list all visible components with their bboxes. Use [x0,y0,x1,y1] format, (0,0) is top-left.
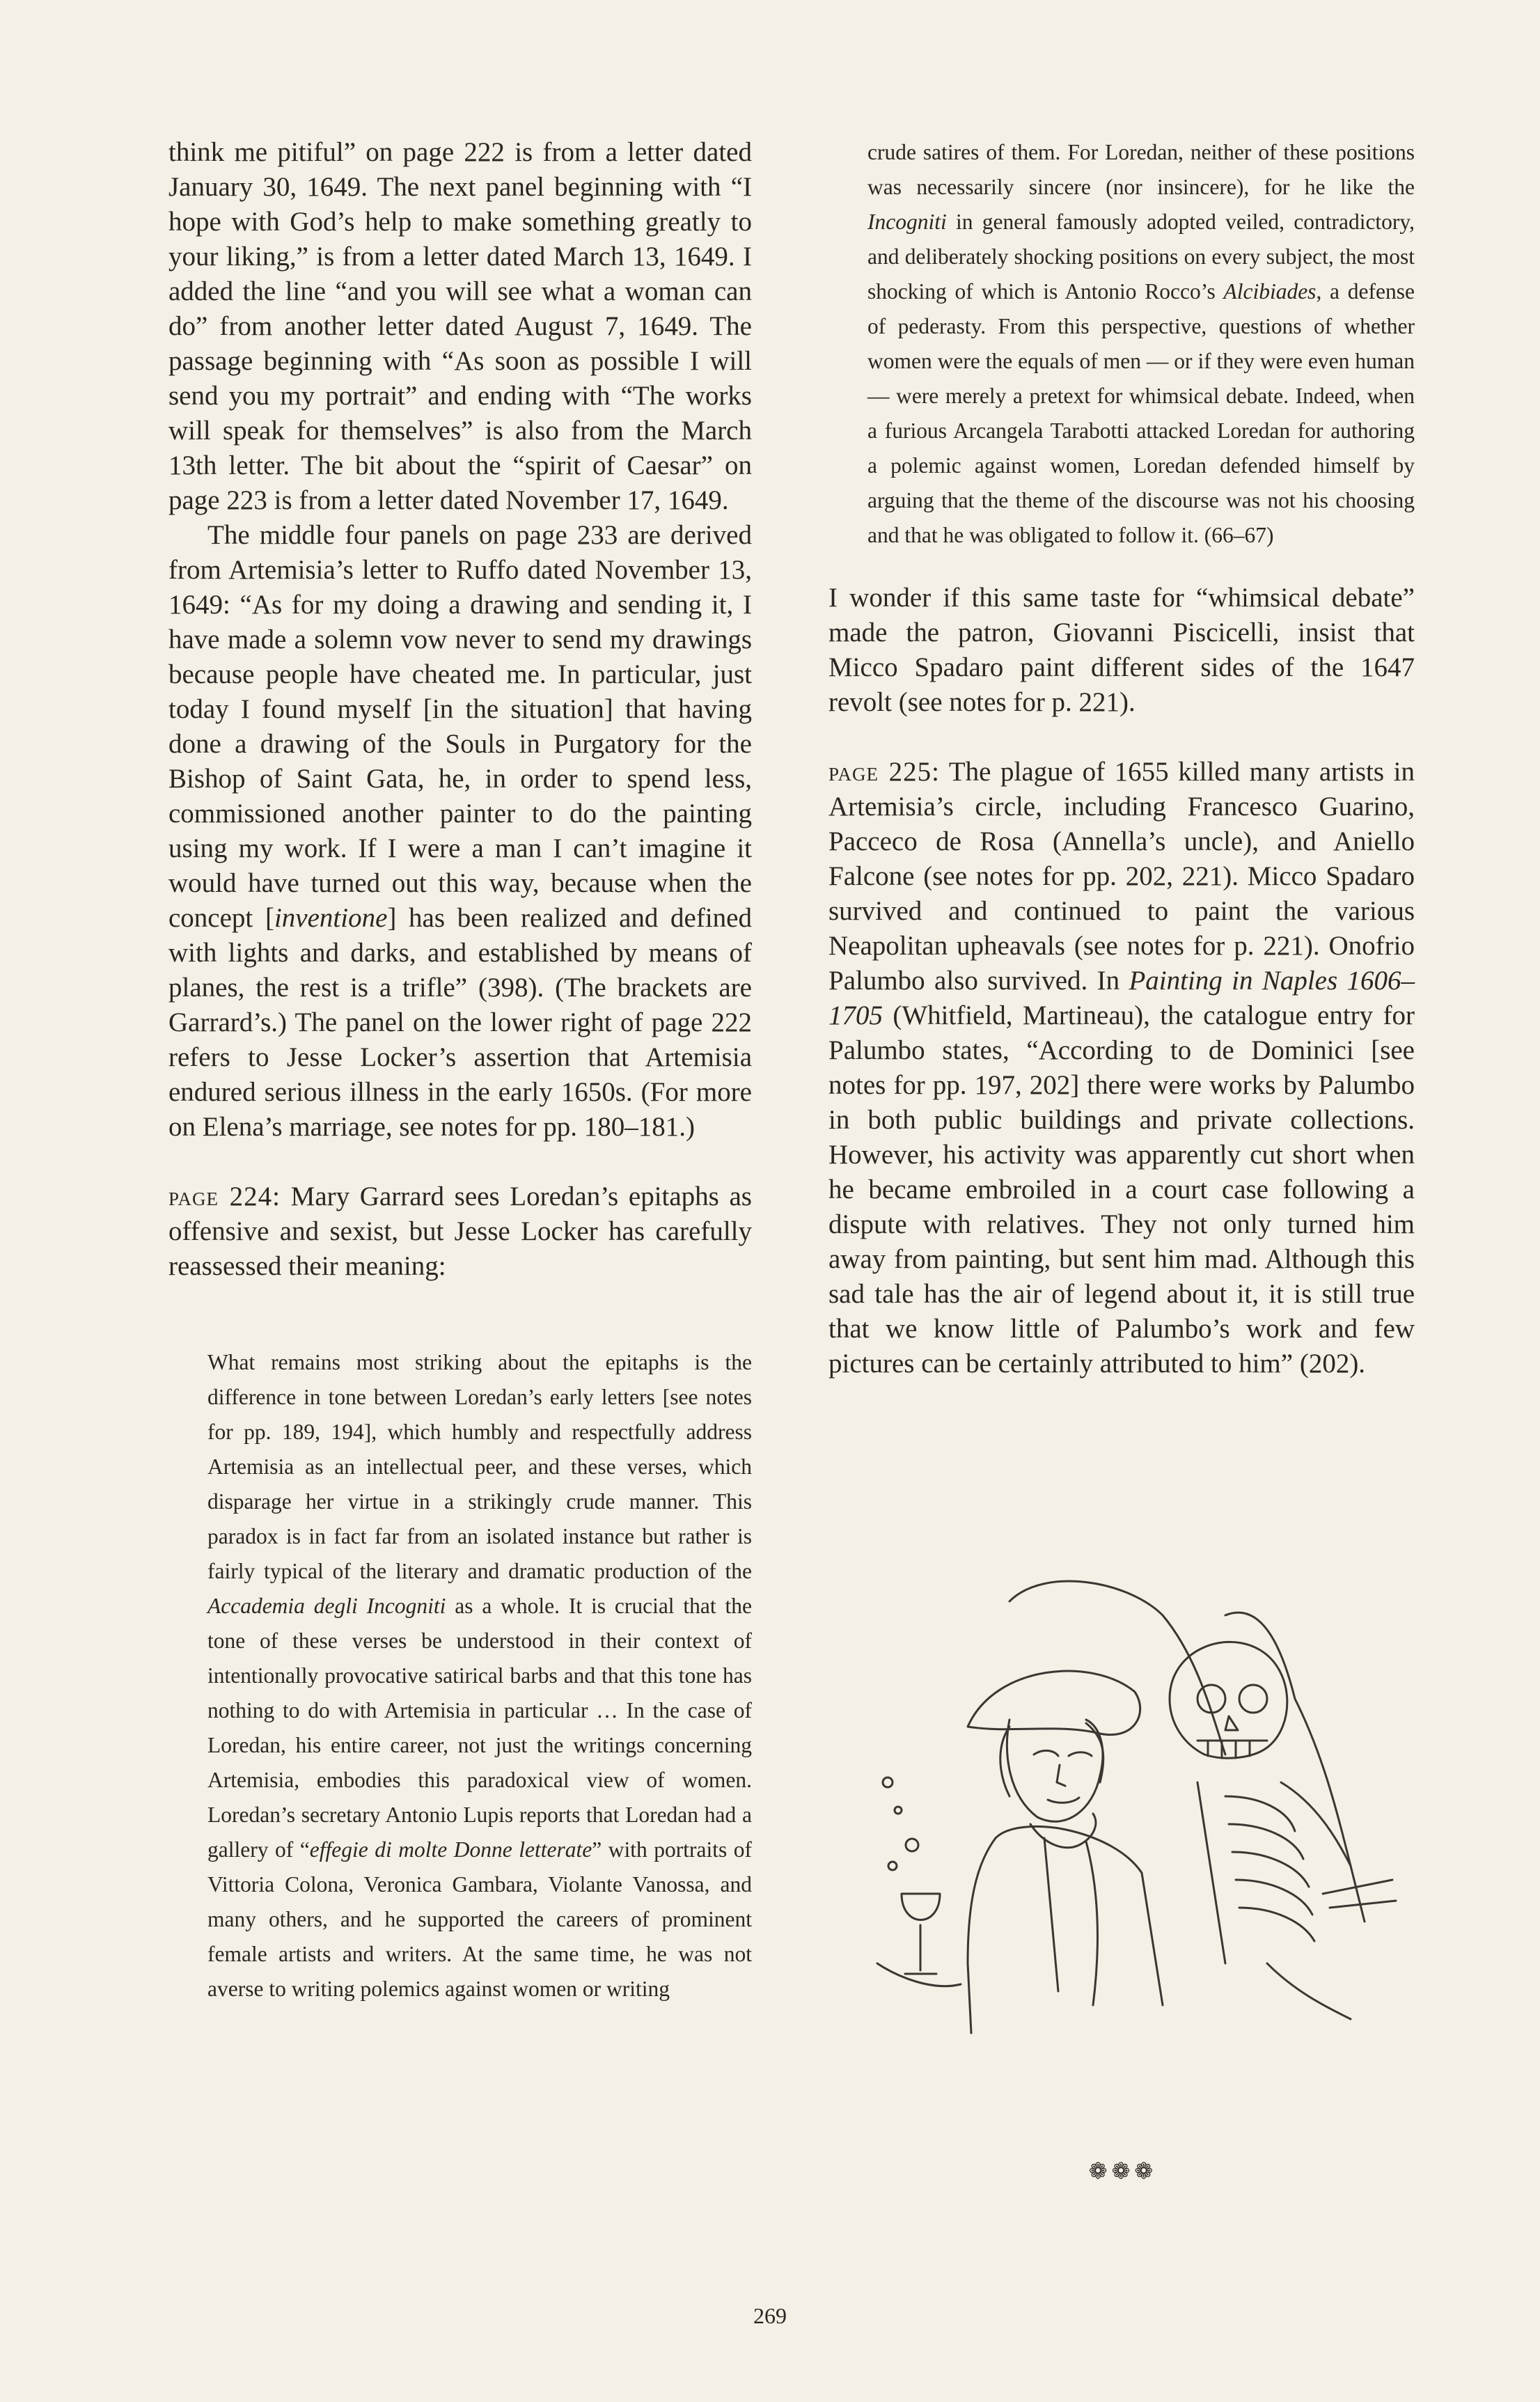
italic-term: Incogniti [867,210,947,234]
paragraph [828,755,1415,1381]
page-number: 269 [753,2303,787,2328]
block-quote [207,1345,752,2007]
italic-term: Accademia degli Incogniti [207,1594,446,1618]
text-run: in general famously adopted veiled, contradictory, and deliberately shocking positions on every subject, the most shocking of which is Antonio Rocco’s [867,210,1415,304]
left-column [168,135,752,2007]
flower-ornament-icon: ❁ [1088,2158,1108,2184]
flower-ornament-icon: ❁ [1134,2158,1154,2184]
text-run: ” with portraits of Vittoria Colona, Veronica Gambara, Violante Vanossa, and many others, and he supported the careers of prominent female artists and writers. At the same time, he was not averse to writing polemics against women or writing [207,1837,752,2001]
right-column [828,135,1415,1381]
italic-term: Painting in Naples 1606–1705 [828,966,1415,1030]
paragraph [168,518,752,1145]
paragraph: think me pitiful” on page 222 is from a letter dated January 30, 1649. The next panel beginning with “I hope with God’s help to make something greatly to your liking,” is from a letter dated March 13, 1649. I added the line “and you will see what a woman can do” from another letter dated August 7, 1649. The passage beginning with “As soon as possible I will send you my portrait” and ending with “The works will speak for themselves” is also from the March 13th letter. The bit about the “spirit of Caesar” on page 223 is from a letter dated November 17, 1649. [168,137,752,515]
section-label: page 225: [828,757,940,787]
illustration-man-with-skeleton [835,1573,1420,2124]
text-run: The middle four panels on page 233 are derived from Artemisia’s letter to Ruffo dated November 13, 1649: “As for my doing a drawing and sending it, I have made a solemn vow never to send my drawings because people have cheated me. In particular, just today I found myself [in the situation] that having done a drawing of the Souls in Purgatory for the Bishop of Saint Gata, he, in order to spend less, commissioned another painter to do the painting using my work. If I were a man I can’t imagine it would have turned out this way, because when the concept [ [168,520,752,933]
text-run: Mary Garrard sees Loredan’s epitaphs as offensive and sexist, but Jesse Locker has carefully reassessed their meaning: [168,1182,752,1281]
italic-term: effegie di molte Donne letterate [309,1837,592,1862]
text-run: What remains most striking about the epitaphs is the difference in tone between Loredan’s early letters [see notes for pp. 189, 194], which humbly and respectfully address Artemisia as an intellectual peer, and these verses, which disparage her virtue in a strikingly crude manner. This paradox is in fact far from an isolated instance but rather is fairly typical of the literary and dramatic production of the [207,1350,752,1583]
italic-term: inventione [274,903,388,933]
paragraph: I wonder if this same taste for “whimsical debate” made the patron, Giovanni Piscicelli, insist that Micco Spadaro paint different sides of the 1647 revolt (see notes for p. 221). [828,583,1415,717]
italic-term: Alcibiades [1223,279,1317,304]
text-run: The plague of 1655 killed many artists in Artemisia’s circle, including Francesco Guarino, Pacceco de Rosa (Annella’s uncle), and Aniello Falcone (see notes for pp. 202, 221). Micco Spadaro survived and continued to paint the various Neapolitan upheavals (see notes for p. 221). Onofrio Palumbo also survived. In [828,757,1415,996]
section-label: page 224: [168,1182,281,1211]
text-run: (Whitfield, Martineau), the catalogue entry for Palumbo states, “According to de Dominici [see notes for pp. 197, 202] there were works by Palumbo in both public buildings and private collections. However, his activity was apparently cut short when he became embroiled in a court case following a dispute with relatives. They not only turned him away from painting, but sent him mad. Although this sad tale has the air of legend about it, it is still true that we know little of Palumbo’s work and few pictures can be certainly attributed to him” (202). [828,1000,1415,1379]
text-run: as a whole. It is crucial that the tone of these verses be understood in their context of intentionally provocative satirical barbs and that this tone has nothing to do with Artemisia in particular … In the case of Loredan, his entire career, not just the writings concerning Artemisia, embodies this paradoxical view of women. Loredan’s secretary Antonio Lupis reports that Loredan had a gallery of “ [207,1594,752,1862]
text-run: ] has been realized and defined with lights and darks, and established by means of planes, the rest is a trifle” (398). (The brackets are Garrard’s.) The panel on the lower right of page 222 refers to Jesse Locker’s assertion that Artemisia endured serious illness in the early 1650s. (For more on Elena’s marriage, see notes for pp. 180–181.) [168,903,752,1142]
paragraph [168,1179,752,1284]
text-run: crude satires of them. For Loredan, neither of these positions was necessarily sincere (nor insincere), for he like the [867,140,1415,199]
block-quote [867,135,1415,553]
section-ornament [1086,2157,1156,2185]
text-run: , a defense of pederasty. From this perspective, questions of whether women were the equals of men — or if they were even human — were merely a pretext for whimsical debate. Indeed, when a furious Arcangela Tarabotti attacked Loredan for authoring a polemic against women, Loredan defended himself by arguing that the theme of the discourse was not his choosing and that he was obligated to follow it. (66–67) [867,279,1415,547]
flower-ornament-icon: ❁ [1111,2158,1131,2184]
